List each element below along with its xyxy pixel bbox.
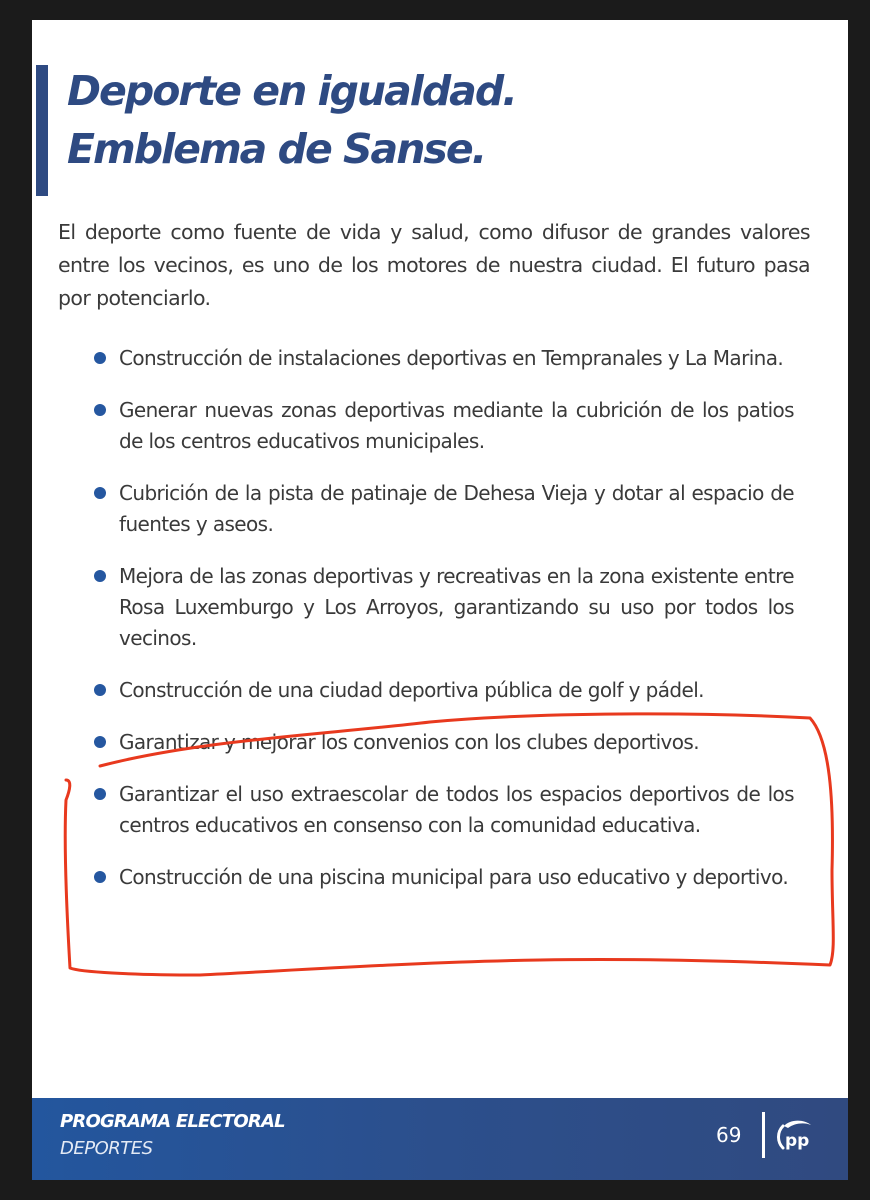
bullet-icon xyxy=(94,788,106,800)
page-title xyxy=(67,62,516,178)
intro-paragraph: El deporte como fuente de vida y salud, como difusor de grandes valores entre los vecinos, es uno de los motores de nuestra ciudad. El futuro pasa por potenciarlo. xyxy=(58,220,810,310)
bullet-icon xyxy=(94,352,106,364)
list-item-text: Garantizar y mejorar los convenios con los clubes deportivos. xyxy=(119,730,699,754)
measures-list xyxy=(94,343,794,914)
list-item xyxy=(119,561,794,654)
list-item xyxy=(119,343,794,374)
title-line-1: Deporte en igualdad. xyxy=(67,67,516,115)
svg-text:pp: pp xyxy=(785,1131,810,1151)
list-item xyxy=(119,862,794,893)
bullet-icon xyxy=(94,404,106,416)
list-item-text: Construcción de instalaciones deportivas en Tempranales y La Marina. xyxy=(119,346,784,370)
bullet-icon xyxy=(94,487,106,499)
document-page xyxy=(32,20,848,1180)
list-item-text: Garantizar el uso extraescolar de todos los espacios deportivos de los centros educativos en consenso con la comunidad educativa. xyxy=(119,782,794,837)
list-item-text: Construcción de una piscina municipal para uso educativo y deportivo. xyxy=(119,865,789,889)
list-item-text: Generar nuevas zonas deportivas mediante la cubrición de los patios de los centros educativos municipales. xyxy=(119,398,794,453)
footer-subtitle: DEPORTES xyxy=(60,1138,153,1159)
title-line-2: Emblema de Sanse. xyxy=(67,125,486,173)
list-item xyxy=(119,675,794,706)
list-item-text: Mejora de las zonas deportivas y recreativas en la zona existente entre Rosa Luxemburgo y Los Arroyos, garantizando su uso por todos los vecinos. xyxy=(119,564,794,650)
pp-logo-icon xyxy=(774,1116,814,1154)
bullet-icon xyxy=(94,871,106,883)
list-item xyxy=(119,395,794,457)
list-item xyxy=(119,478,794,540)
bullet-icon xyxy=(94,570,106,582)
footer-title: PROGRAMA ELECTORAL xyxy=(60,1111,285,1132)
page-footer xyxy=(32,1098,848,1180)
list-item xyxy=(119,779,794,841)
list-item-text: Cubrición de la pista de patinaje de Dehesa Vieja y dotar al espacio de fuentes y aseos. xyxy=(119,481,794,536)
footer-divider xyxy=(762,1112,765,1158)
title-accent-bar xyxy=(36,65,48,196)
bullet-icon xyxy=(94,684,106,696)
page-number: 69 xyxy=(716,1123,742,1147)
list-item-text: Construcción de una ciudad deportiva pública de golf y pádel. xyxy=(119,678,704,702)
list-item xyxy=(119,727,794,758)
bullet-icon xyxy=(94,736,106,748)
